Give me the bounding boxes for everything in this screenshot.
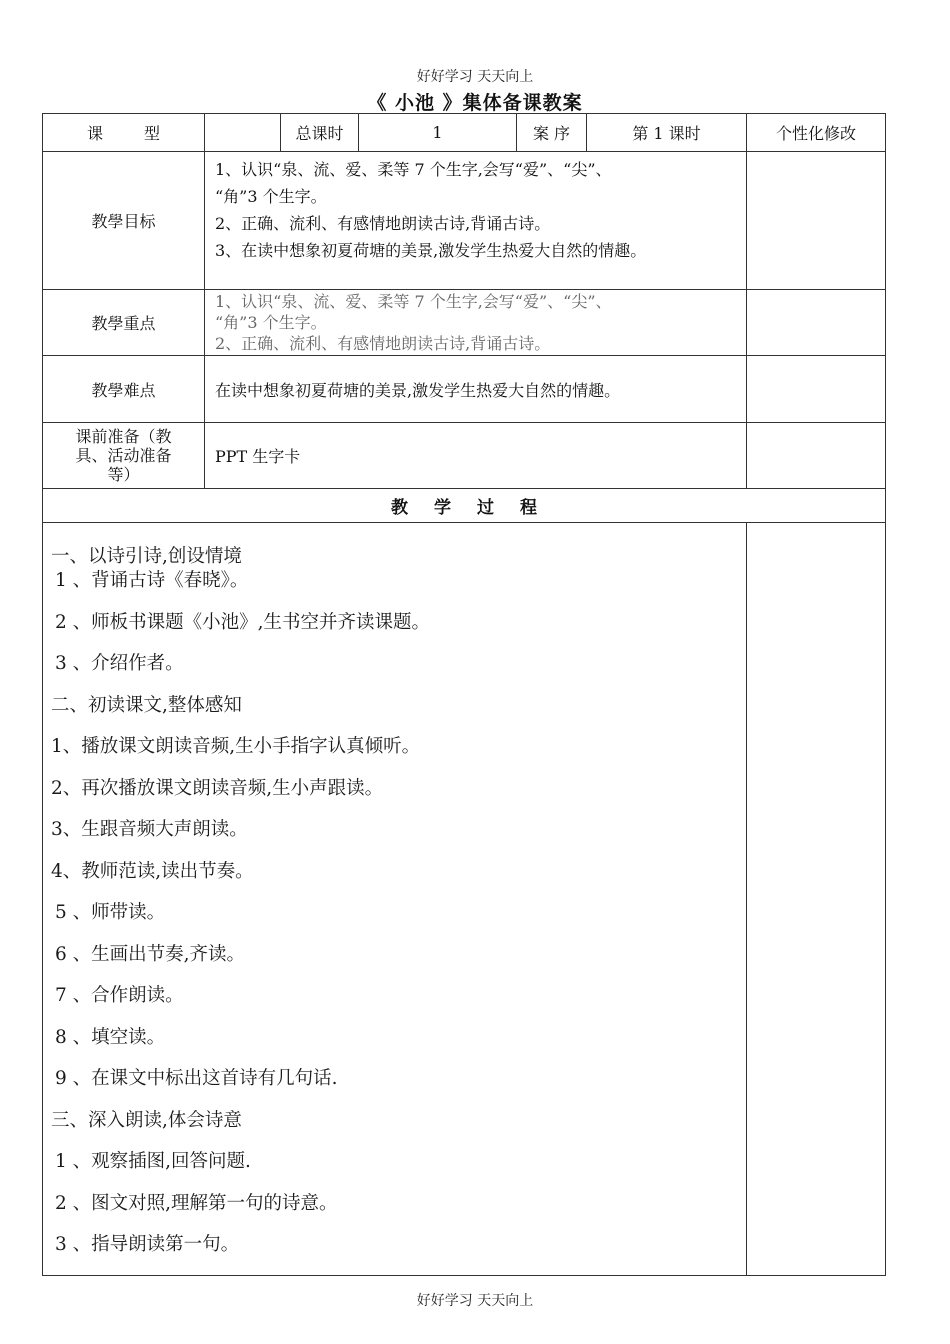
key-point-line: “角”3 个生字。 [215, 313, 327, 332]
process-line: 9 、在课文中标出这首诗有几句话. [55, 1068, 338, 1089]
personal-revision-label: 个性化修改 [747, 114, 886, 152]
process-line: 2 、图文对照,理解第一句的诗意。 [55, 1192, 338, 1214]
key-point-line: 1、认识“泉、流、爱、柔等 7 个生字,会写“爱”、“尖”、 [215, 292, 612, 311]
process-line: 1 、观察插图,回答问题. [55, 1151, 251, 1172]
process-row [43, 523, 886, 1276]
header-motto: 好好学习 天天向上 [416, 69, 534, 85]
key-points-label: 教學重点 [43, 290, 205, 356]
process-line: 三、深入朗读,体会诗意 [51, 1109, 242, 1131]
lesson-type-value [205, 114, 281, 152]
preparation-label [43, 423, 205, 489]
process-line: 1 、背诵古诗《春晓》。 [55, 570, 249, 591]
plan-order-label: 案 序 [517, 114, 587, 152]
document-title: 《 小池 》集体备课教案 [367, 92, 583, 114]
process-line: 一、以诗引诗,创设情境 [51, 546, 242, 567]
process-line: 4、教师范读,读出节奏。 [51, 860, 254, 882]
process-content [43, 523, 747, 1276]
objectives-label: 教學目标 [43, 152, 205, 290]
process-line: 7 、合作朗读。 [55, 985, 184, 1006]
process-line: 3 、介绍作者。 [55, 653, 184, 674]
process-line: 6 、生画出节奏,齐读。 [55, 943, 246, 965]
difficulties-label: 教學难点 [43, 356, 205, 423]
preparation-label-line: 课前准备（教 [75, 427, 172, 446]
difficulties-content [205, 356, 747, 423]
preparation-content [205, 423, 747, 489]
total-periods-value: 1 [359, 114, 517, 152]
process-line: 2、再次播放课文朗读音频,生小声跟读。 [51, 777, 384, 799]
objectives-row [43, 152, 886, 290]
footer-motto: 好好学习 天天向上 [416, 1293, 534, 1309]
process-line: 二、初读课文,整体感知 [51, 694, 242, 716]
plan-order-value: 第 1 课时 [587, 114, 747, 152]
key-points-row [43, 290, 886, 356]
key-points-revision-cell [747, 290, 886, 356]
preparation-revision-cell [747, 423, 886, 489]
total-periods-label: 总课时 [281, 114, 359, 152]
process-line: 2 、师板书课题《小池》,生书空并齐读课题。 [55, 611, 431, 633]
process-heading: 教学过程 [391, 498, 563, 518]
difficulties-text: 在读中想象初夏荷塘的美景,激发学生热爱大自然的情趣。 [215, 380, 621, 400]
objectives-revision-cell [747, 152, 886, 290]
process-line: 3 、指导朗读第一句。 [55, 1234, 240, 1255]
objectives-content [205, 152, 747, 290]
process-heading-row [43, 489, 886, 523]
process-revision-cell [747, 523, 886, 1276]
preparation-label-line: 具、活动准备 [75, 446, 172, 465]
process-line: 3、生跟音频大声朗读。 [51, 819, 248, 840]
preparation-text: PPT 生字卡 [215, 447, 301, 466]
preparation-label-line: 等） [107, 465, 140, 484]
preparation-row [43, 423, 886, 489]
lesson-type-label: 课 型 [86, 124, 179, 143]
key-points-content [205, 290, 747, 356]
header-row [43, 114, 886, 152]
difficulties-revision-cell [747, 356, 886, 423]
lesson-plan-table [42, 113, 886, 1276]
process-line: 5 、师带读。 [55, 902, 166, 923]
objective-line: 3、在读中想象初夏荷塘的美景,激发学生热爱大自然的情趣。 [215, 241, 647, 260]
key-point-line: 2、正确、流利、有感情地朗读古诗,背诵古诗。 [215, 334, 551, 353]
objective-line: “角”3 个生字。 [215, 187, 327, 206]
difficulties-row [43, 356, 886, 423]
process-line: 8 、填空读。 [55, 1026, 166, 1048]
objective-line: 1、认识“泉、流、爱、柔等 7 个生字,会写“爱”、“尖”、 [215, 160, 612, 179]
objective-line: 2、正确、流利、有感情地朗读古诗,背诵古诗。 [215, 214, 551, 233]
process-line: 1、播放课文朗读音频,生小手指字认真倾听。 [51, 736, 421, 757]
